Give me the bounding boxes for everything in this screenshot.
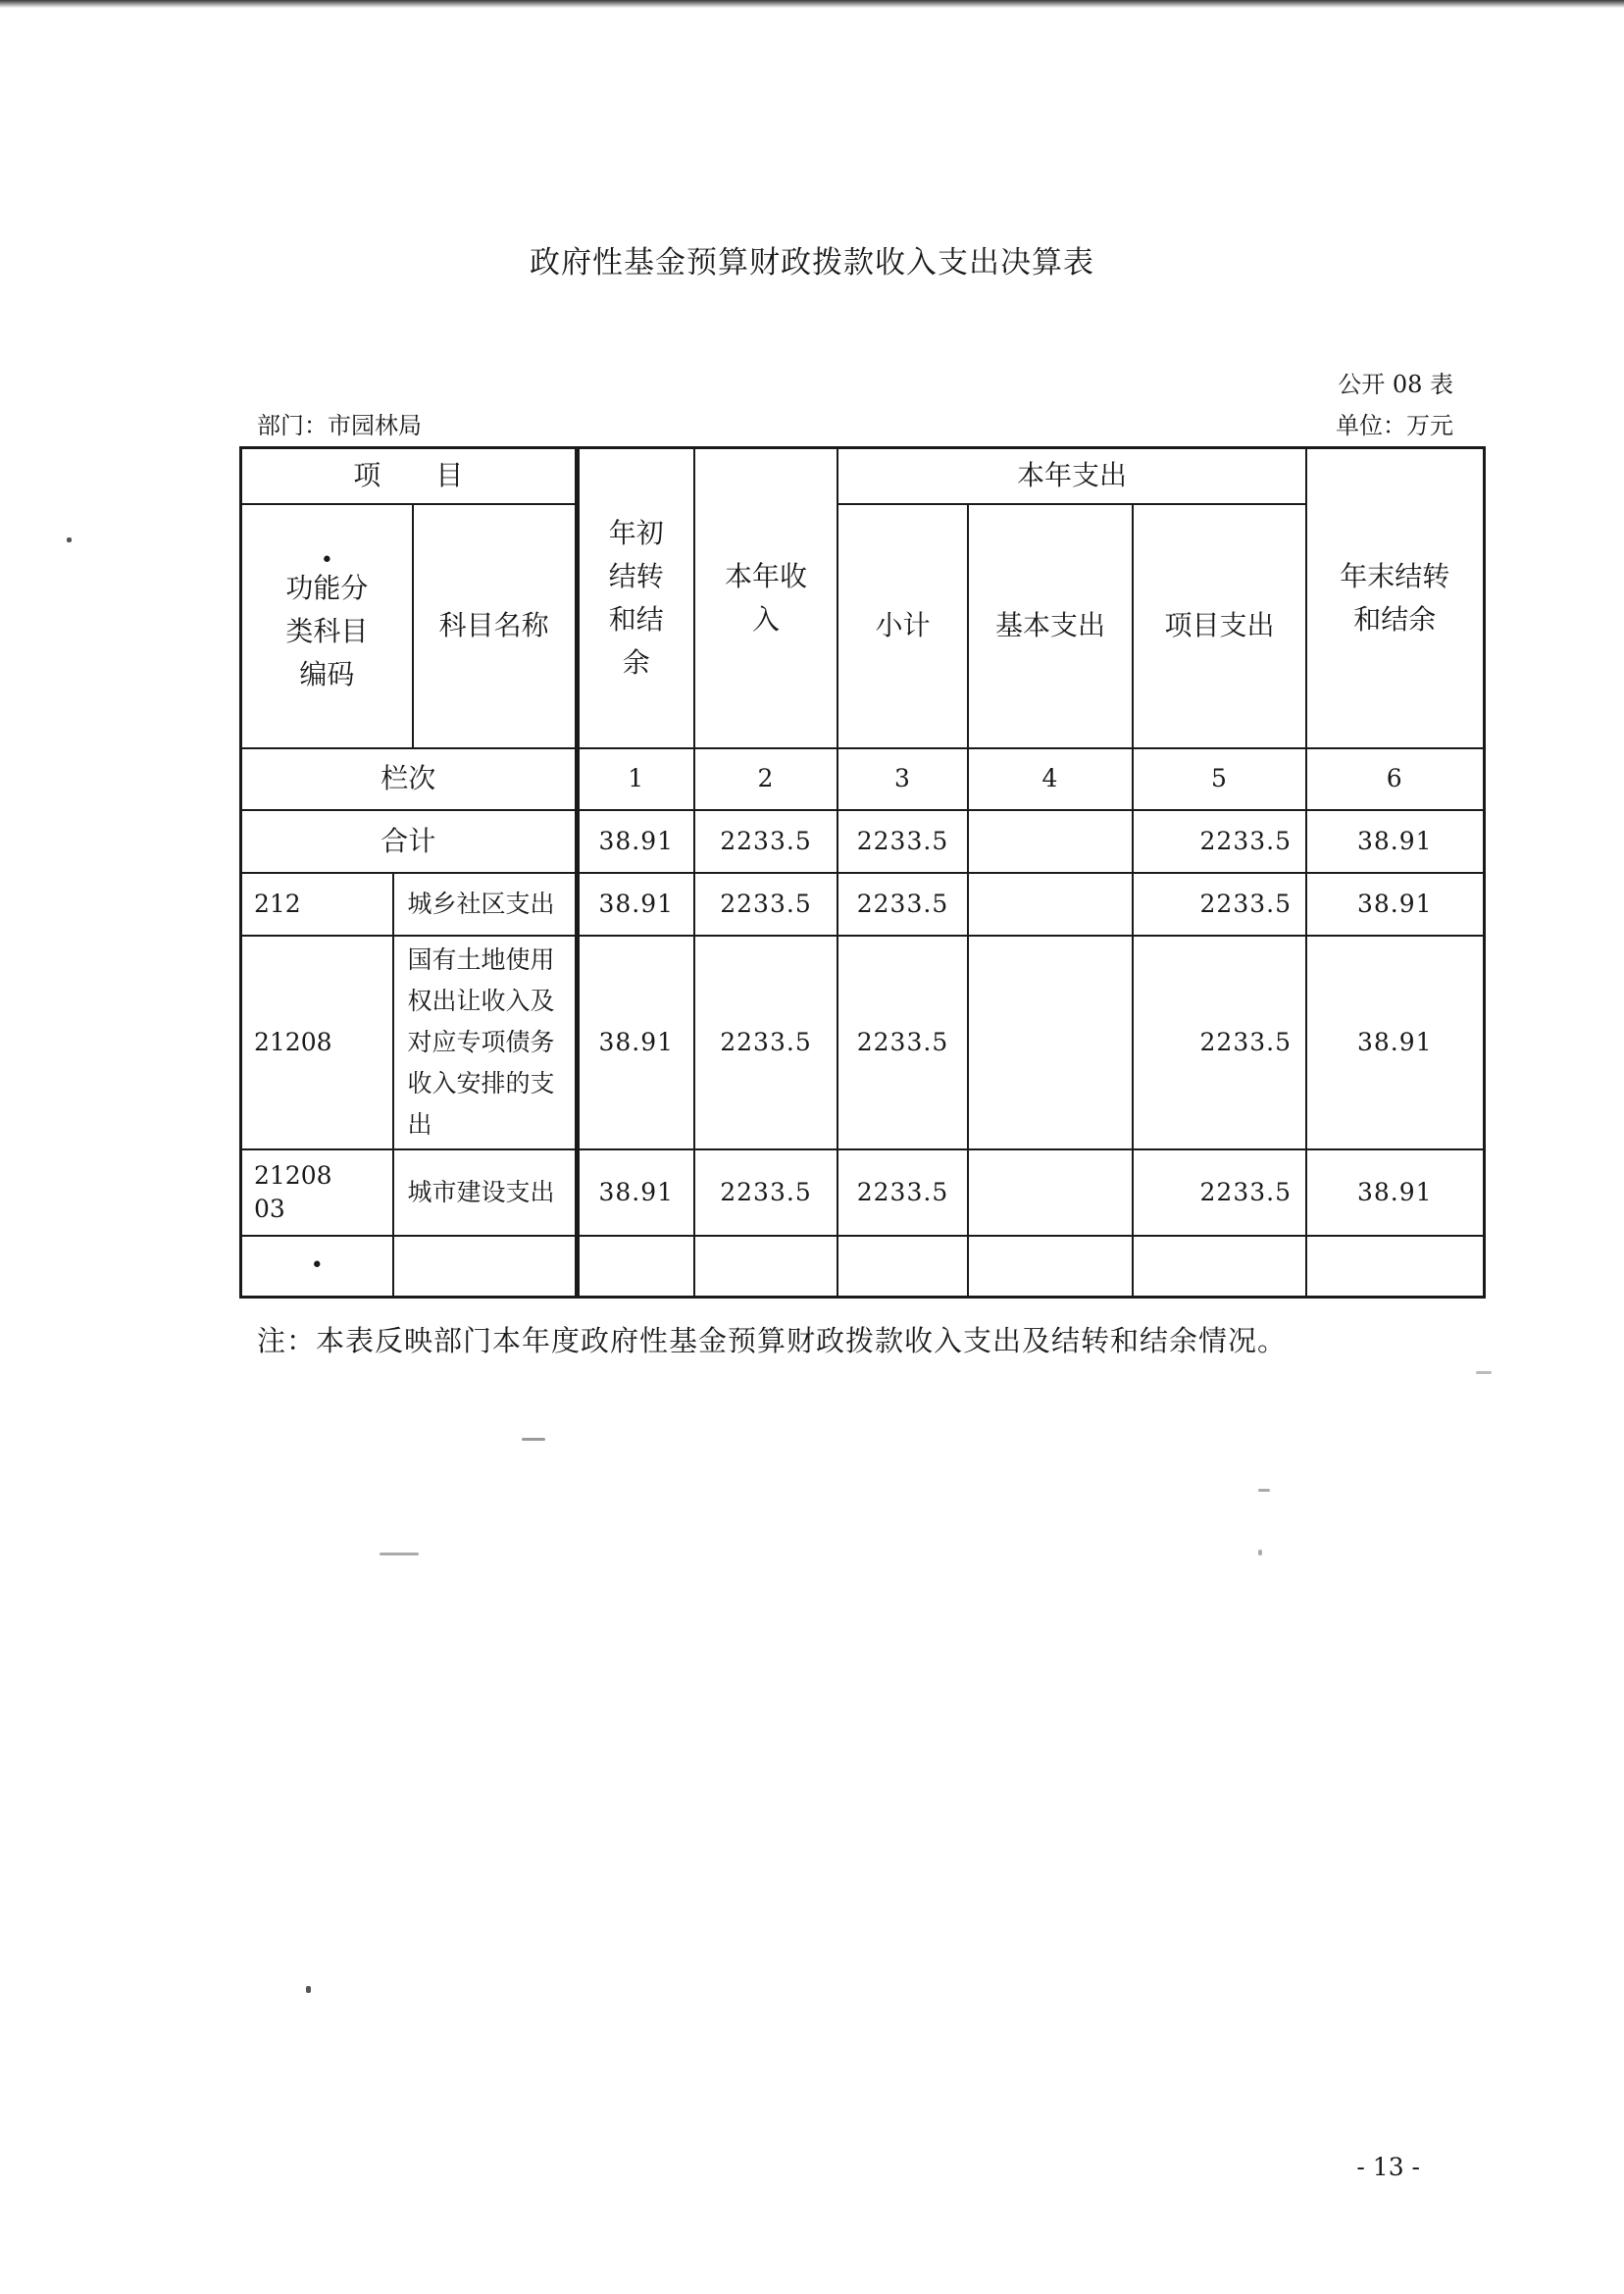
- header-begin-balance-text: 年初结转和结余: [608, 516, 664, 679]
- header-code-text: 功能分类科目编码: [285, 572, 369, 690]
- total-row: [241, 810, 1485, 873]
- row-end: 38.91: [1306, 1149, 1484, 1236]
- empty-cell: [837, 1236, 968, 1298]
- row-project: 2233.5: [1133, 936, 1306, 1149]
- row-income: 2233.5: [694, 936, 837, 1149]
- header-project: 项目支出: [1133, 504, 1306, 748]
- header-row-1: [241, 448, 1485, 504]
- scan-speck: [1476, 1371, 1492, 1374]
- total-income: 2233.5: [694, 810, 837, 873]
- row-name: 城市建设支出: [393, 1149, 578, 1236]
- total-label: 合计: [241, 810, 578, 873]
- empty-cell: [393, 1236, 578, 1298]
- column-no-4: 4: [968, 748, 1133, 810]
- header-income: [694, 448, 837, 748]
- row-subtotal: 2233.5: [837, 936, 968, 1149]
- form-number: 公开 08 表: [1338, 371, 1453, 398]
- header-expense: 本年支出: [837, 448, 1306, 504]
- header-begin-balance: [577, 448, 694, 748]
- header-name: 科目名称: [413, 504, 577, 748]
- empty-row: [241, 1236, 1485, 1298]
- column-number-row: [241, 748, 1485, 810]
- scan-speck: [380, 1553, 419, 1555]
- scan-speck: [1258, 1550, 1262, 1555]
- row-end: 38.91: [1306, 873, 1484, 936]
- row-code: 212: [241, 873, 393, 936]
- empty-cell: [968, 1236, 1133, 1298]
- row-subtotal: 2233.5: [837, 1149, 968, 1236]
- row-begin: 38.91: [577, 873, 694, 936]
- total-begin: 38.91: [577, 810, 694, 873]
- empty-cell: [1133, 1236, 1306, 1298]
- header-subtotal: 小计: [837, 504, 968, 748]
- page-number: - 13 -: [1356, 2153, 1420, 2181]
- empty-cell: [241, 1236, 393, 1298]
- scan-speck: [306, 1986, 311, 1993]
- row-code: 21208: [241, 936, 393, 1149]
- table-row: [241, 936, 1485, 1149]
- table-row: [241, 873, 1485, 936]
- row-project: 2233.5: [1133, 873, 1306, 936]
- row-code-text: 2120803: [254, 1160, 332, 1223]
- column-no-3: 3: [837, 748, 968, 810]
- row-begin: 38.91: [577, 1149, 694, 1236]
- row-basic: [968, 936, 1133, 1149]
- row-income: 2233.5: [694, 1149, 837, 1236]
- ink-dot: •: [320, 548, 333, 573]
- document-title: 政府性基金预算财政拨款收入支出决算表: [530, 245, 1094, 280]
- budget-table: [239, 446, 1486, 1299]
- row-subtotal: 2233.5: [837, 873, 968, 936]
- scan-speck: [1258, 1489, 1270, 1492]
- row-name: [393, 936, 578, 1149]
- ink-dot: •: [310, 1252, 324, 1278]
- row-code: [241, 1149, 393, 1236]
- header-basic: 基本支出: [968, 504, 1133, 748]
- header-income-text: 本年收入: [724, 559, 807, 636]
- total-end: 38.91: [1306, 810, 1484, 873]
- header-end-balance-text: 年末结转和结余: [1340, 559, 1450, 636]
- department-label: 部门：市园林局: [257, 412, 422, 439]
- header-row-2: [241, 504, 1485, 748]
- column-label: 栏次: [241, 748, 578, 810]
- scan-edge: [0, 0, 1624, 8]
- budget-table-wrapper: [239, 446, 1486, 1299]
- column-no-2: 2: [694, 748, 837, 810]
- scan-speck: [67, 537, 72, 542]
- total-subtotal: 2233.5: [837, 810, 968, 873]
- column-no-6: 6: [1306, 748, 1484, 810]
- header-end-balance: [1306, 448, 1484, 748]
- row-name: 城乡社区支出: [393, 873, 578, 936]
- empty-cell: [694, 1236, 837, 1298]
- table-note: 注：本表反映部门本年度政府性基金预算财政拨款收入支出及结转和结余情况。: [257, 1324, 1288, 1357]
- row-begin: 38.91: [577, 936, 694, 1149]
- total-project: 2233.5: [1133, 810, 1306, 873]
- row-end: 38.91: [1306, 936, 1484, 1149]
- row-income: 2233.5: [694, 873, 837, 936]
- column-no-1: 1: [577, 748, 694, 810]
- column-no-5: 5: [1133, 748, 1306, 810]
- empty-cell: [577, 1236, 694, 1298]
- total-basic: [968, 810, 1133, 873]
- scan-speck: [522, 1438, 545, 1441]
- empty-cell: [1306, 1236, 1484, 1298]
- header-item: 项 目: [241, 448, 578, 504]
- table-row: [241, 1149, 1485, 1236]
- row-basic: [968, 873, 1133, 936]
- row-name-text: 国有土地使用权出让收入及对应专项债务收入安排的支出: [407, 944, 555, 1139]
- row-project: 2233.5: [1133, 1149, 1306, 1236]
- row-basic: [968, 1149, 1133, 1236]
- header-code: [241, 504, 413, 748]
- unit-label: 单位：万元: [1336, 412, 1453, 439]
